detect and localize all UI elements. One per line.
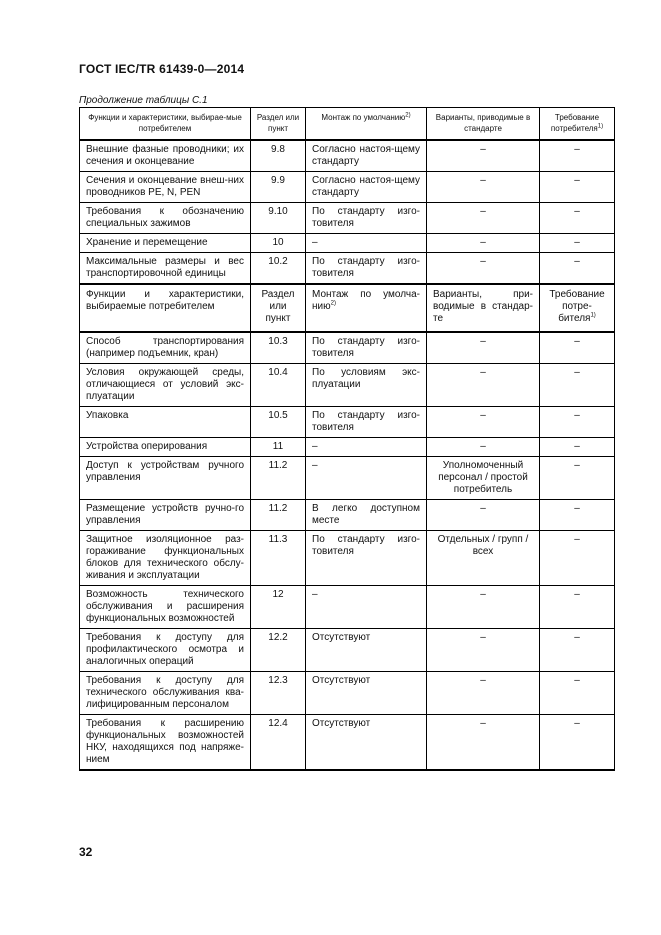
variants-cell: – [427,332,540,364]
section-cell: 10.4 [251,364,306,407]
function-cell: Возможность технического обслуживания и расширения функциональных возможностей [80,586,251,629]
table-row [80,500,615,531]
variants-cell: – [427,586,540,629]
default-mount-cell: Согласно настоя-щему стандарту [306,140,427,172]
table-row [80,672,615,715]
default-mount-cell: – [306,438,427,457]
section-cell: 12.3 [251,672,306,715]
header-default-mount: Монтаж по умолчанию$^{2)}$ [306,108,427,141]
variants-cell: – [427,407,540,438]
default-mount-cell: По условиям экс-плуатации [306,364,427,407]
section-cell: 12 [251,586,306,629]
function-cell: Внешние фазные проводники; их сечения и оконцевание [80,140,251,172]
document-title: ГОСТ IEC/TR 61439-0—2014 [79,62,245,76]
header-functions: Функции и характеристики, выбирае-мые потребителем [80,108,251,141]
default-mount-cell: По стандарту изго-товителя [306,531,427,586]
section-cell: 12.4 [251,715,306,771]
default-mount-cell: По стандарту изго-товителя [306,203,427,234]
requirement-cell: – [540,715,615,771]
variants-cell: – [427,364,540,407]
variants-cell: – [427,438,540,457]
table-row [80,234,615,253]
repeat-header-variants: Варианты, при-водимые в стандар-те [427,284,540,332]
variants-cell: – [427,629,540,672]
header-customer-requirement: Требование потребителя$^{1)}$ [540,108,615,141]
default-mount-cell: – [306,234,427,253]
variants-cell: – [427,253,540,285]
table-row [80,140,615,172]
section-cell: 11.3 [251,531,306,586]
function-cell: Защитное изоляционное раз-гораживание функциональных блоков для технического обслу-живания и эксплуатации [80,531,251,586]
repeat-header-section: Раздел или пункт [251,284,306,332]
table-row [80,457,615,500]
section-cell: 11 [251,438,306,457]
section-cell: 10.5 [251,407,306,438]
table-row [80,407,615,438]
repeat-header-functions: Функции и характеристики, выбираемые потребителем [80,284,251,332]
variants-cell: – [427,140,540,172]
requirement-cell: – [540,586,615,629]
table-row [80,332,615,364]
repeat-header-default-mount: Монтаж по умолча-нию$^{2)}$ [306,284,427,332]
function-cell: Доступ к устройствам ручного управления [80,457,251,500]
table-row [80,531,615,586]
function-cell: Требования к расширению функциональных возможностей НКУ, находящихся под напряже-нием [80,715,251,771]
table-row [80,203,615,234]
repeat-header-requirement: Требование потре-бителя$^{1)}$ [540,284,615,332]
section-cell: 9.9 [251,172,306,203]
requirement-cell: – [540,531,615,586]
page-number: 32 [79,845,93,859]
header-section: Раздел или пункт [251,108,306,141]
section-cell: 10.3 [251,332,306,364]
section-cell: 10.2 [251,253,306,285]
requirement-cell: – [540,140,615,172]
table-continuation-caption: Продолжение таблицы С.1 [79,95,208,106]
repeated-header-row [80,284,615,332]
section-cell: 9.10 [251,203,306,234]
variants-cell: – [427,672,540,715]
requirement-cell: – [540,457,615,500]
section-cell: 9.8 [251,140,306,172]
requirement-cell: – [540,172,615,203]
requirement-cell: – [540,253,615,285]
requirement-cell: – [540,234,615,253]
table-header-row [80,108,615,141]
function-cell: Упаковка [80,407,251,438]
function-cell: Требования к доступу для профилактического осмотра и аналогичных операций [80,629,251,672]
section-cell: 12.2 [251,629,306,672]
requirement-cell: – [540,203,615,234]
requirement-cell: – [540,407,615,438]
default-mount-cell: Отсутствуют [306,672,427,715]
header-variants: Варианты, приводимые в стандарте [427,108,540,141]
function-cell: Условия окружающей среды, отличающиеся от условий экс-плуатации [80,364,251,407]
requirement-cell: – [540,438,615,457]
default-mount-cell: По стандарту изго-товителя [306,253,427,285]
function-cell: Устройства оперирования [80,438,251,457]
function-cell: Хранение и перемещение [80,234,251,253]
table-row [80,438,615,457]
variants-cell: – [427,500,540,531]
table-row [80,253,615,285]
requirement-cell: – [540,500,615,531]
variants-cell: – [427,172,540,203]
function-cell: Сечения и оконцевание внеш-них проводников PE, N, PEN [80,172,251,203]
table-row [80,172,615,203]
default-mount-cell: – [306,457,427,500]
variants-cell: – [427,715,540,771]
variants-cell: – [427,234,540,253]
function-cell: Требования к обозначению специальных зажимов [80,203,251,234]
section-cell: 11.2 [251,500,306,531]
section-cell: 10 [251,234,306,253]
default-mount-cell: Отсутствуют [306,629,427,672]
specification-table [79,107,615,771]
function-cell: Способ транспортирования (например подъемник, кран) [80,332,251,364]
function-cell: Размещение устройств ручно-го управления [80,500,251,531]
requirement-cell: – [540,332,615,364]
default-mount-cell: По стандарту изго-товителя [306,332,427,364]
function-cell: Требования к доступу для технического обслуживания ква-лифицированным персоналом [80,672,251,715]
default-mount-cell: По стандарту изго-товителя [306,407,427,438]
table-row [80,715,615,771]
default-mount-cell: Согласно настоя-щему стандарту [306,172,427,203]
table-row [80,364,615,407]
variants-cell: Отдельных / групп / всех [427,531,540,586]
default-mount-cell: В легко доступном месте [306,500,427,531]
default-mount-cell: Отсутствуют [306,715,427,771]
default-mount-cell: – [306,586,427,629]
requirement-cell: – [540,364,615,407]
requirement-cell: – [540,672,615,715]
table-row [80,586,615,629]
variants-cell: Уполномоченный персонал / простой потребитель [427,457,540,500]
variants-cell: – [427,203,540,234]
table-row [80,629,615,672]
requirement-cell: – [540,629,615,672]
function-cell: Максимальные размеры и вес транспортировочной единицы [80,253,251,285]
section-cell: 11.2 [251,457,306,500]
